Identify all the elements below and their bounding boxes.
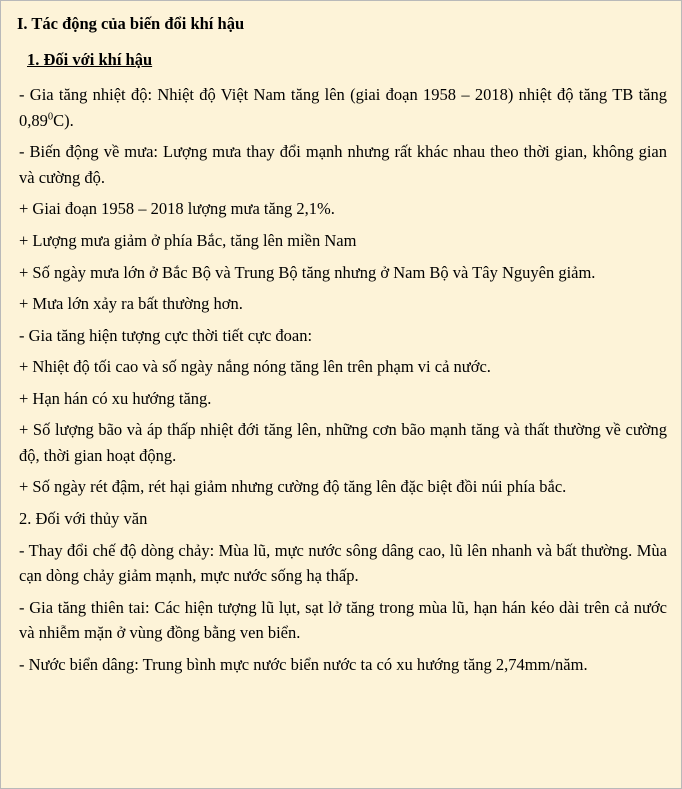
paragraph-flow-regime: - Thay đổi chế độ dòng chảy: Mùa lũ, mực nước sông dâng cao, lũ lên nhanh và bất thường. Mùa cạn dòng chảy giảm mạnh, mực nước sống hạ thấp. [19, 540, 667, 586]
paragraph-heavy-rain-days: + Số ngày mưa lớn ở Bắc Bộ và Trung Bộ tăng nhưng ở Nam Bộ và Tây Nguyên giảm. [19, 262, 596, 282]
page-title: I. Tác động của biến đổi khí hậu [17, 14, 245, 33]
paragraph-rainfall-north-south: + Lượng mưa giảm ở phía Bắc, tăng lên miền Nam [19, 230, 357, 250]
paragraph-rainfall-period: + Giai đoạn 1958 – 2018 lượng mưa tăng 2,1%. [19, 199, 335, 219]
paragraph-abnormal-heavy-rain: + Mưa lớn xảy ra bất thường hơn. [19, 294, 243, 314]
paragraph-sea-level-rise: - Nước biển dâng: Trung bình mực nước biển nước ta có xu hướng tăng 2,74mm/năm. [19, 654, 588, 674]
paragraph-extreme-weather: - Gia tăng hiện tượng cực thời tiết cực đoan: [19, 325, 313, 345]
paragraph-temperature-increase-text: - Gia tăng nhiệt độ: Nhiệt độ Việt Nam tăng lên (giai đoạn 1958 – 2018) nhiệt độ tăng TB tăng 0,89 [19, 85, 667, 130]
section-2-title: 2. Đối với thủy văn [19, 509, 148, 528]
degree-superscript: 0 [47, 111, 54, 123]
paragraph-drought: + Hạn hán có xu hướng tăng. [19, 388, 212, 408]
paragraph-natural-disasters: - Gia tăng thiên tai: Các hiện tượng lũ lụt, sạt lở tăng trong mùa lũ, hạn hán kéo dài trên cả nước và nhiễm mặn ở vùng đồng bằng ven biển. [19, 597, 667, 643]
paragraph-temperature-increase [19, 82, 667, 133]
degree-unit-tail: C). [53, 110, 74, 130]
paragraph-rainfall-variation: - Biến động về mưa: Lượng mưa thay đổi mạnh nhưng rất khác nhau theo thời gian, không gian và cường độ. [19, 142, 667, 187]
section-1-title: 1. Đối với khí hậu [27, 49, 153, 69]
paragraph-storms: + Số lượng bão và áp thấp nhiệt đới tăng lên, những cơn bão mạnh tăng và thất thường về cường độ, thời gian hoạt động. [19, 420, 667, 465]
paragraph-cold-days: + Số ngày rét đậm, rét hại giảm nhưng cường độ tăng lên đặc biệt đồi núi phía bắc. [19, 477, 567, 497]
paragraph-max-temperature: + Nhiệt độ tối cao và số ngày nắng nóng tăng lên trên phạm vi cả nước. [19, 357, 491, 377]
